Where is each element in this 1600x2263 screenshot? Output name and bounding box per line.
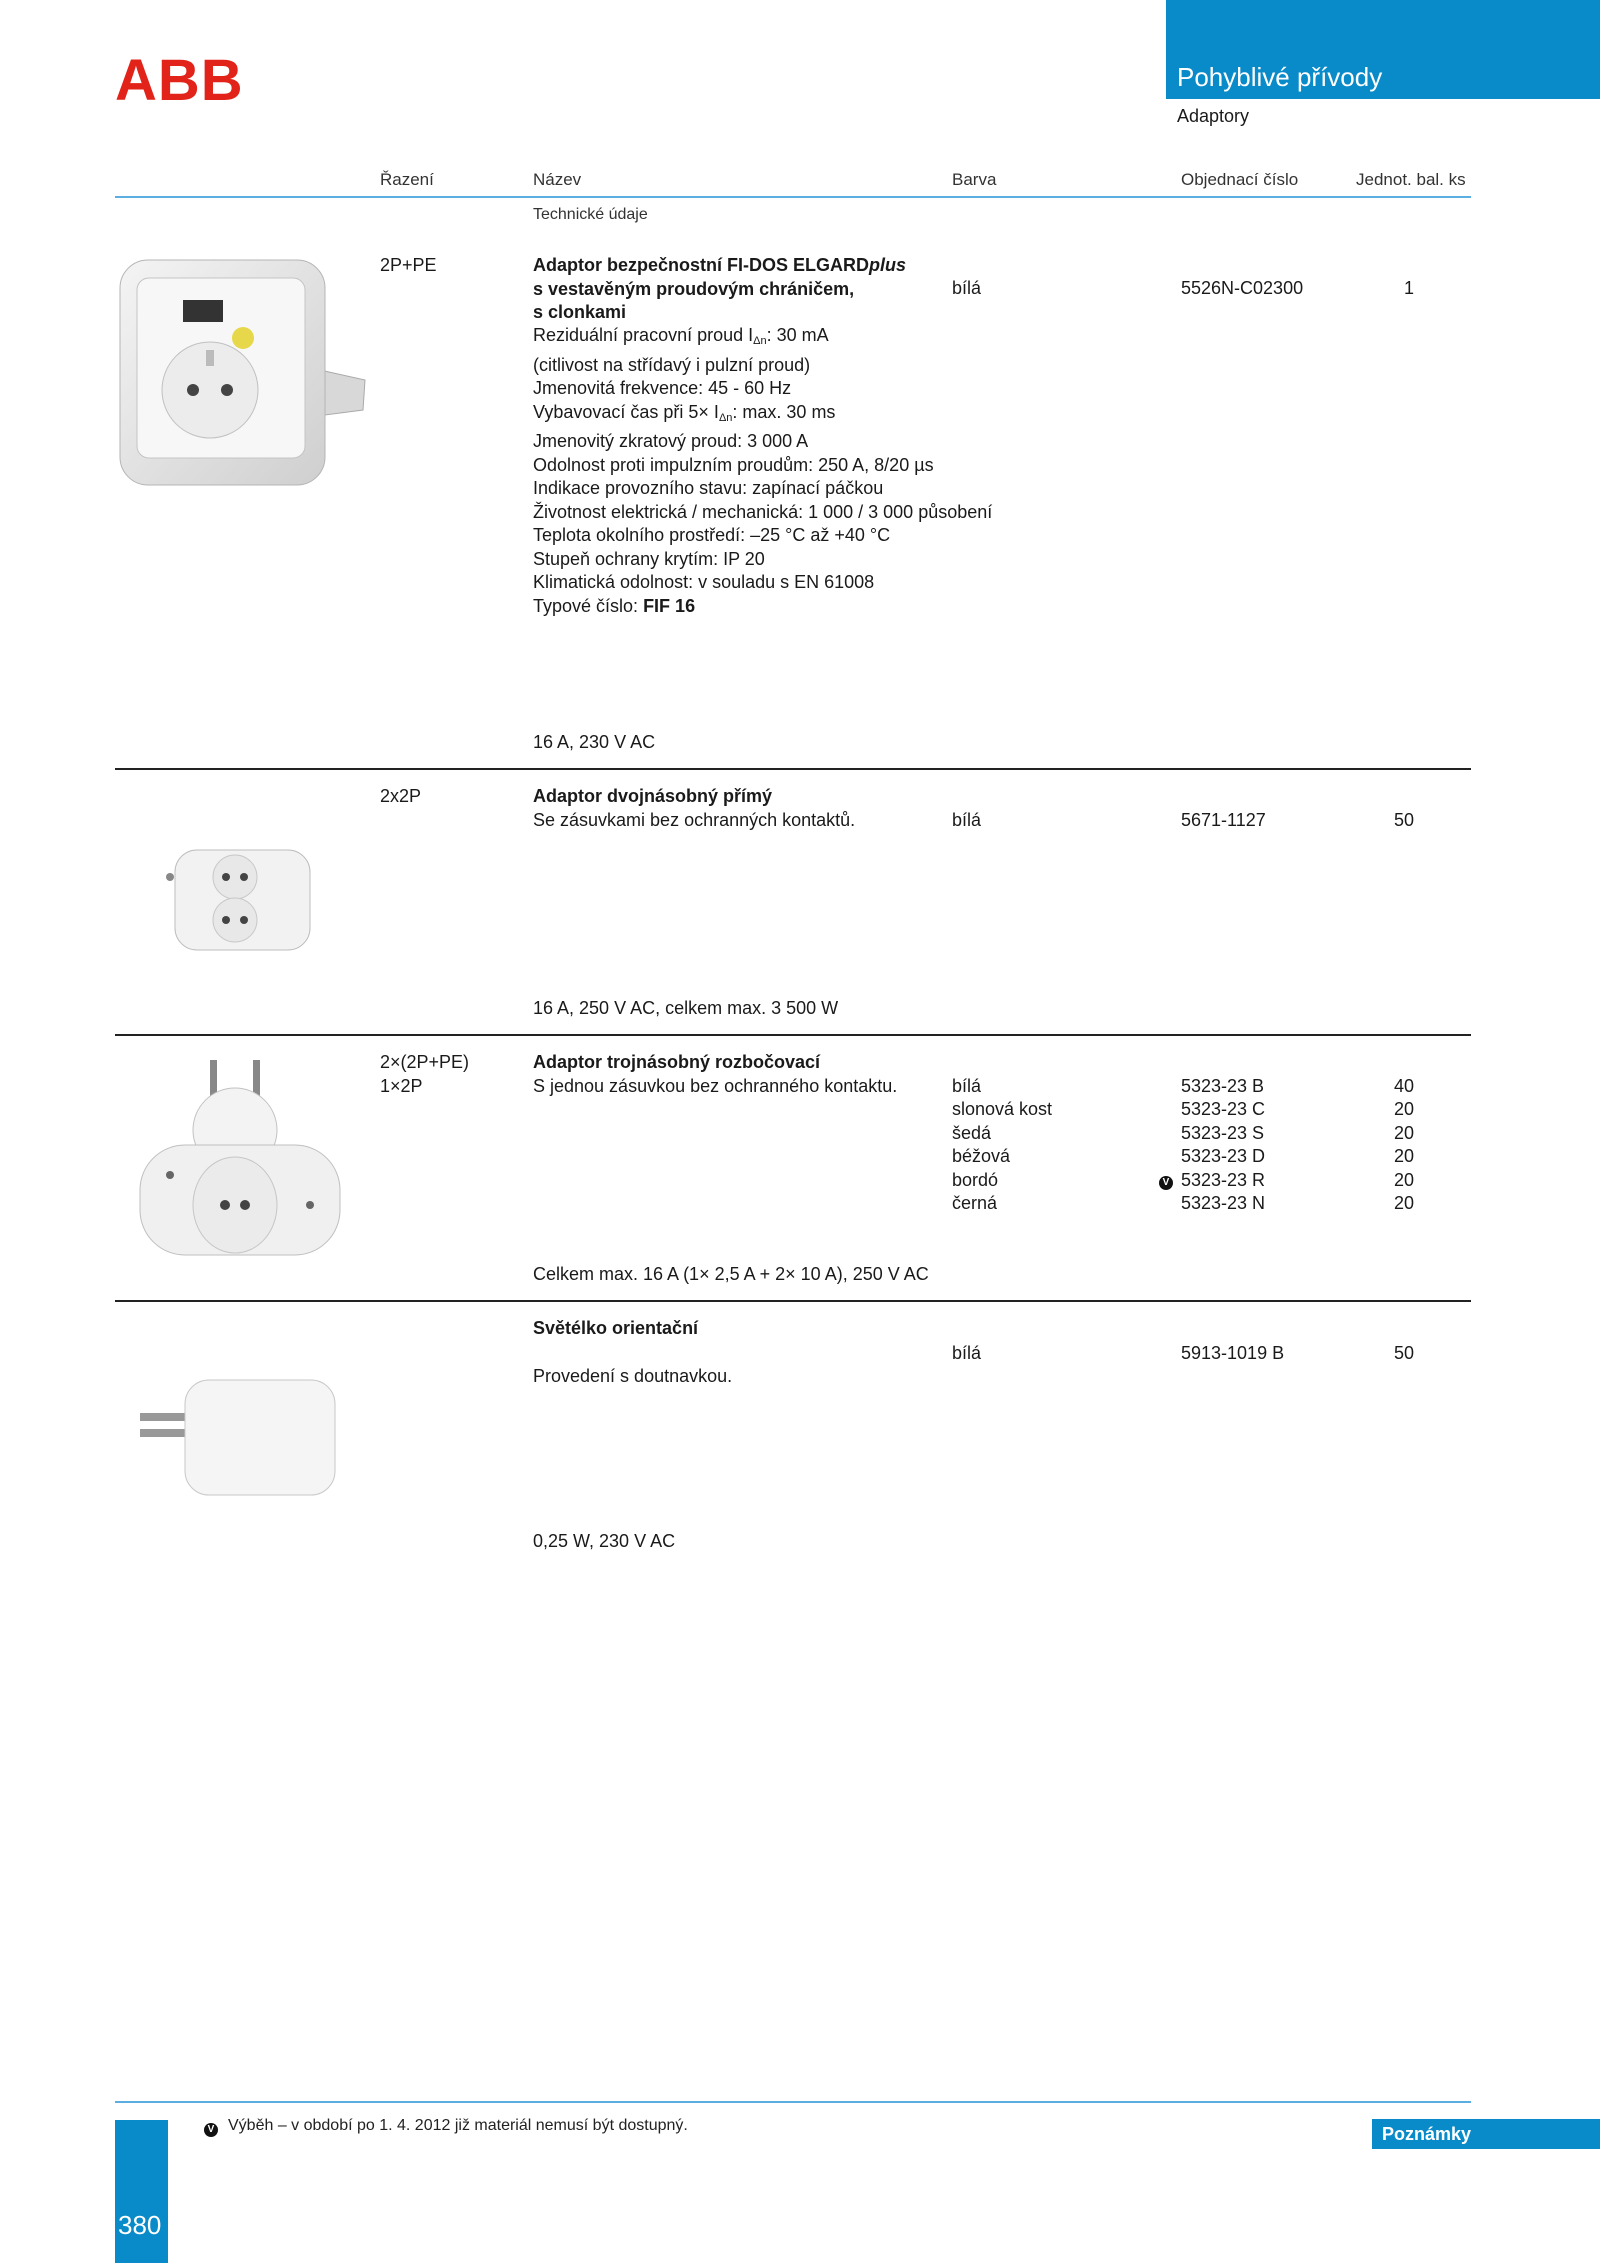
product-image-fidos [115, 250, 370, 490]
spec-line: (citlivost na střídavý i pulzní proud) [533, 354, 811, 375]
column-objednaci: Objednací číslo [1181, 170, 1299, 189]
order-number: 5671-1127 [1181, 810, 1266, 830]
razeni-triple-1: 2×(2P+PE) [380, 1052, 470, 1072]
section-title: Pohyblivé přívody [1177, 62, 1383, 92]
spec-subscript: Δn [718, 411, 733, 424]
barva-cell: bílá [952, 1343, 982, 1363]
barva-cell: bílá [952, 810, 982, 830]
order-number: 5323-23 D [1181, 1146, 1266, 1166]
barva-cell: šedá [952, 1123, 992, 1143]
spec-line: Teplota okolního prostředí: –25 °C až +40 °C [533, 525, 891, 545]
spec-line: Vybavovací čas při 5× I [533, 401, 719, 422]
product-title-fidos [533, 254, 953, 325]
spec-line: Jmenovitá frekvence: 45 - 60 Hz [533, 378, 792, 398]
header-rule [115, 196, 1471, 198]
notes-tab: Poznámky [1372, 2119, 1600, 2149]
footnote-text: Výběh – v období po 1. 4. 2012 již materiál nemusí být dostupný. [228, 2117, 688, 2134]
order-number: 5913-1019 B [1181, 1343, 1285, 1363]
row-divider [115, 1300, 1471, 1302]
spec-line: Typové číslo: [533, 595, 644, 616]
product-title-double: Adaptor dvojnásobný přímý [533, 786, 773, 806]
column-nazev: Název [533, 170, 582, 189]
column-barva: Barva [952, 170, 997, 189]
product-image-triple [130, 1055, 350, 1275]
rating-fidos: 16 A, 230 V AC [533, 732, 656, 752]
qty-cell: 50 [1393, 1343, 1414, 1363]
product-image-double [160, 835, 325, 965]
rating-double: 16 A, 250 V AC, celkem max. 3 500 W [533, 998, 839, 1018]
spec-line: Životnost elektrická / mechanická: 1 000 / 3 000 působení [533, 501, 993, 522]
rating-nightlight: 0,25 W, 230 V AC [533, 1531, 676, 1551]
qty-cell: 20 [1393, 1170, 1414, 1190]
spec-line: Jmenovitý zkratový proud: 3 000 A [533, 431, 809, 451]
type-number: FIF 16 [643, 595, 696, 616]
product-title-line3: s clonkami [533, 302, 627, 322]
order-number: 5526N-C02300 [1181, 278, 1304, 298]
barva-cell: bílá [952, 1076, 982, 1096]
discontinued-icon: V [1159, 1173, 1173, 1191]
qty-cell: 20 [1393, 1146, 1414, 1166]
section-subtitle: Adaptory [1177, 106, 1250, 126]
barva-cell: černá [952, 1193, 998, 1213]
row-divider [115, 768, 1471, 770]
spec-line: Odolnost proti impulzním proudům: 250 A, 8/20 µs [533, 454, 934, 475]
product-desc-double: Se zásuvkami bez ochranných kontaktů. [533, 810, 856, 830]
product-title-nightlight: Světélko orientační [533, 1318, 699, 1338]
spec-subscript: Δn [753, 335, 767, 347]
rating-triple: Celkem max. 16 A (1× 2,5 A + 2× 10 A), 250 V AC [533, 1264, 929, 1284]
razeni-fidos: 2P+PE [380, 255, 437, 275]
razeni-double: 2x2P [380, 786, 422, 806]
qty-cell: 20 [1393, 1123, 1414, 1143]
spec-line: Reziduální pracovní proud I [533, 325, 754, 345]
spec-line: Klimatická odolnost: v souladu s EN 61008 [533, 572, 875, 592]
barva-cell: béžová [952, 1146, 1011, 1166]
abb-logo: ABB [115, 48, 244, 113]
spec-line: : max. 30 ms [732, 401, 836, 422]
product-title-triple: Adaptor trojnásobný rozbočovací [533, 1052, 821, 1072]
page-number-bar [115, 2120, 168, 2263]
row-divider [115, 1034, 1471, 1036]
barva-cell: bordó [952, 1170, 999, 1190]
qty-cell: 50 [1393, 810, 1414, 830]
specs-fidos [533, 324, 1093, 618]
product-desc-triple: S jednou zásuvkou bez ochranného kontaktu. [533, 1076, 898, 1096]
column-technicke: Technické údaje [533, 206, 648, 223]
column-jednot: Jednot. bal. ks [1356, 170, 1466, 189]
qty-cell: 20 [1393, 1099, 1414, 1119]
product-desc-nightlight: Provedení s doutnavkou. [533, 1366, 733, 1386]
order-number: 5323-23 C [1181, 1099, 1266, 1119]
barva-cell: bílá [952, 278, 982, 298]
razeni-triple-2: 1×2P [380, 1076, 423, 1096]
page-number: 380 [118, 2210, 162, 2240]
order-number: 5323-23 S [1181, 1123, 1265, 1143]
spec-line: : 30 mA [766, 325, 829, 345]
product-image-nightlight [130, 1365, 350, 1505]
product-title-italic: plus [869, 255, 907, 275]
qty-cell: 20 [1393, 1193, 1414, 1213]
order-number: 5323-23 N [1181, 1193, 1266, 1213]
barva-cell: slonová kost [952, 1099, 1053, 1119]
qty-cell: 1 [1403, 278, 1414, 298]
spec-line: Indikace provozního stavu: zapínací páčkou [533, 478, 884, 498]
column-razeni: Řazení [380, 170, 434, 189]
footer-rule [115, 2101, 1471, 2103]
qty-cell: 40 [1393, 1076, 1414, 1096]
footnote-icon: V [204, 2120, 218, 2138]
order-number: 5323-23 R [1181, 1170, 1266, 1190]
product-title-line2: s vestavěným proudovým chráničem, [533, 278, 855, 299]
order-number: 5323-23 B [1181, 1076, 1265, 1096]
product-title-line1: Adaptor bezpečnostní FI-DOS ELGARD [533, 255, 870, 275]
spec-line: Stupeň ochrany krytím: IP 20 [533, 548, 765, 569]
